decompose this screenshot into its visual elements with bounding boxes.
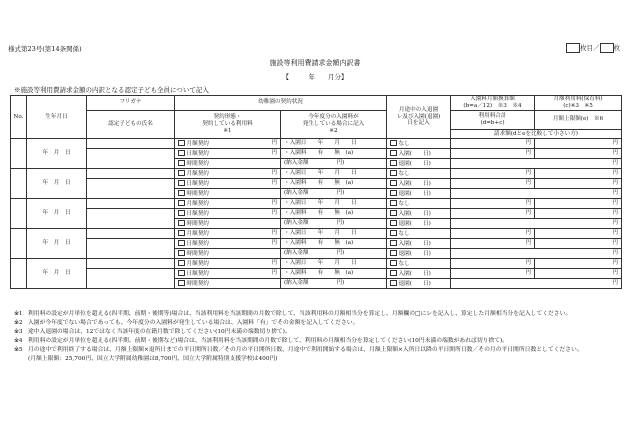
- enroll-paid_amount[interactable]: (納入金額 円): [281, 279, 387, 289]
- col-no: No.: [11, 96, 27, 139]
- billing-period: 【 年 月分】: [282, 73, 348, 81]
- enroll-enroll_date[interactable]: ・入園日 年 月 日: [281, 199, 387, 209]
- checkbox[interactable]: [178, 250, 185, 257]
- dob-cell[interactable]: 年 月 日: [27, 199, 87, 229]
- monthly-enroll-amount[interactable]: 円: [451, 199, 535, 209]
- footnote-mark: ※2: [14, 319, 23, 326]
- enroll-paid_amount[interactable]: (納入金額 円): [281, 219, 387, 229]
- checkbox[interactable]: [178, 280, 185, 287]
- midmonth-withdraw[interactable]: 退園( 日): [387, 189, 451, 199]
- footnote-mark: ※5: [14, 346, 23, 353]
- contract-daily[interactable]: 日額契約 円: [175, 269, 281, 279]
- contract-monthly[interactable]: 月額契約 円: [175, 259, 281, 269]
- contract-daily[interactable]: 日額契約 円: [175, 239, 281, 249]
- midmonth-none[interactable]: なし: [387, 169, 451, 179]
- sheet-count: 枚目／ 枚: [566, 43, 620, 53]
- enroll-enroll_fee[interactable]: ・入園料 有 無 (a): [281, 179, 387, 189]
- fee-total-amount[interactable]: 円: [451, 269, 535, 279]
- checkbox[interactable]: [390, 270, 397, 277]
- monthly-fee-amount[interactable]: 円: [535, 139, 622, 149]
- table-row: [11, 179, 622, 189]
- midmonth-none[interactable]: なし: [387, 259, 451, 269]
- col-monthly-fee: 月額利用料(保育料) (c)※3 ※5: [535, 96, 622, 111]
- midmonth-enroll[interactable]: 入園( 日): [387, 209, 451, 219]
- footnote-text: 月の途中で利用終了する場合は、月額上限額×退所日までの平日開所日数／その月の平日開所日数、月途中で利用開始する場合は、月額上限額×入所日以降の平日開所日数／その月の平日開所日数としてください。: [28, 346, 583, 353]
- monthly-cap-amount[interactable]: 円: [535, 149, 622, 159]
- checkbox[interactable]: [178, 180, 185, 187]
- fee-total-amount[interactable]: 円: [451, 179, 535, 189]
- child-name-cell[interactable]: [87, 239, 175, 259]
- checkbox[interactable]: [390, 140, 397, 147]
- furigana-cell[interactable]: [87, 169, 175, 179]
- table-row: [11, 229, 622, 239]
- contract-monthly[interactable]: 月額契約 円: [175, 139, 281, 149]
- checkbox[interactable]: [390, 280, 397, 287]
- checkbox[interactable]: [178, 240, 185, 247]
- midmonth-enroll[interactable]: 入園( 日): [387, 149, 451, 159]
- contract-hourly[interactable]: 時間契約: [175, 279, 281, 289]
- footnote-mark: ※4: [14, 337, 23, 344]
- claim-amount[interactable]: 円: [451, 249, 622, 259]
- table-row: [11, 139, 622, 149]
- furigana-cell[interactable]: [87, 139, 175, 149]
- col-contract-status: 幼稚園の契約状況: [175, 96, 387, 111]
- footnote: [14, 319, 622, 328]
- col-fee-total: 利用料合計 (d=b+c): [451, 110, 535, 129]
- footnote: [14, 355, 622, 364]
- table-row: [11, 269, 622, 279]
- fee-total-amount[interactable]: 円: [451, 209, 535, 219]
- checkbox[interactable]: [178, 220, 185, 227]
- enroll-enroll_date[interactable]: ・入園日 年 月 日: [281, 139, 387, 149]
- enroll-enroll_fee[interactable]: ・入園料 有 無 (a): [281, 149, 387, 159]
- monthly-cap-amount[interactable]: 円: [535, 269, 622, 279]
- col-monthly-cap: 月額上限額(e) ※6: [535, 110, 622, 129]
- monthly-fee-amount[interactable]: 円: [535, 229, 622, 239]
- col-claim-amount: 請求額(dとeを比較して小さい方): [451, 130, 622, 139]
- contract-monthly[interactable]: 月額契約 円: [175, 169, 281, 179]
- monthly-enroll-amount[interactable]: 円: [451, 229, 535, 239]
- footnotes: [14, 310, 622, 364]
- col-furigana: フリガナ: [87, 96, 175, 111]
- footnote-text: 途中入退園の場合は、12ではなく当該年度の在籍月数で除してください(10円未満の端数切り捨て)。: [28, 328, 291, 335]
- col-contract-type: 契約形態・ 契約している利用料 ※1: [175, 110, 281, 138]
- col-dob: 生年月日: [27, 96, 87, 139]
- footnote-text: 利用料の設定が月単位を超える(四半期、前期・後期等)場合は、当該利用料を当該期間の月数で除して、当該利用料の月額相当分を算定し、月額欄の□にレを記入し、算定した月額相当分を記入してください。: [28, 311, 572, 317]
- fee-total-amount[interactable]: 円: [451, 149, 535, 159]
- dob-cell[interactable]: 年 月 日: [27, 229, 87, 259]
- footnote-text: (月額上限額：25,700円、国立大学附属幼稚園は8,700円、国立大学附属特別支援学校は400円): [28, 355, 278, 362]
- enroll-enroll_date[interactable]: ・入園日 年 月 日: [281, 229, 387, 239]
- checkbox[interactable]: [178, 260, 185, 267]
- fee-total-amount[interactable]: 円: [451, 239, 535, 249]
- col-monthly-enroll: 入園料月額換算額 (b=a／12) ※3 ※4: [451, 96, 535, 111]
- monthly-enroll-amount[interactable]: 円: [451, 169, 535, 179]
- midmonth-withdraw[interactable]: 退園( 日): [387, 279, 451, 289]
- monthly-enroll-amount[interactable]: 円: [451, 259, 535, 269]
- footnote-text: 入園が今年度でない場合であっても、今年度分の入園料が発生している場合は、入園料「有」でその金額を記入してください。: [28, 319, 359, 326]
- contract-hourly[interactable]: 時間契約: [175, 159, 281, 169]
- contract-monthly[interactable]: 月額契約 円: [175, 229, 281, 239]
- checkbox[interactable]: [390, 250, 397, 257]
- checkbox[interactable]: [390, 170, 397, 177]
- table-row: [11, 149, 622, 159]
- monthly-cap-amount[interactable]: 円: [535, 239, 622, 249]
- table-row: [11, 239, 622, 249]
- footnote: [14, 337, 622, 346]
- checkbox[interactable]: [390, 180, 397, 187]
- checkbox[interactable]: [390, 230, 397, 237]
- midmonth-enroll[interactable]: 入園( 日): [387, 269, 451, 279]
- claim-amount[interactable]: 円: [451, 219, 622, 229]
- contract-daily[interactable]: 日額契約 円: [175, 209, 281, 219]
- midmonth-withdraw[interactable]: 退園( 日): [387, 249, 451, 259]
- monthly-cap-amount[interactable]: 円: [535, 179, 622, 189]
- footnote-text: 利用料の設定が月単位を超える(四半期、前期・後期など)場合は、当該利用料を当該期間の月数で除して、利用料の月額相当分を算定してください(10円未満の端数があれば切り捨て)。: [28, 337, 509, 344]
- checkbox[interactable]: [178, 150, 185, 157]
- monthly-fee-amount[interactable]: 円: [535, 169, 622, 179]
- monthly-fee-amount[interactable]: 円: [535, 199, 622, 209]
- checkbox[interactable]: [390, 190, 397, 197]
- monthly-fee-amount[interactable]: 円: [535, 259, 622, 269]
- claim-amount[interactable]: 円: [451, 159, 622, 169]
- footnote-mark: [14, 355, 28, 364]
- midmonth-enroll[interactable]: 入園( 日): [387, 239, 451, 249]
- enroll-enroll_date[interactable]: ・入園日 年 月 日: [281, 259, 387, 269]
- checkbox[interactable]: [178, 200, 185, 207]
- document-title: 施設等利用費請求金額内訳書: [269, 59, 361, 67]
- col-midmonth: 月途中の入退園 レ及び入園(退園) 日を記入: [387, 96, 451, 139]
- contract-hourly[interactable]: 時間契約: [175, 219, 281, 229]
- dob-cell[interactable]: 年 月 日: [27, 169, 87, 199]
- enroll-enroll_fee[interactable]: ・入園料 有 無 (a): [281, 209, 387, 219]
- dob-cell[interactable]: 年 月 日: [27, 259, 87, 289]
- row-number: [11, 259, 27, 289]
- table-row: [11, 169, 622, 179]
- checkbox[interactable]: [390, 240, 397, 247]
- checkbox[interactable]: [390, 150, 397, 157]
- contract-hourly[interactable]: 時間契約: [175, 189, 281, 199]
- checkbox[interactable]: [390, 220, 397, 227]
- child-name-cell[interactable]: [87, 209, 175, 229]
- contract-daily[interactable]: 日額契約 円: [175, 179, 281, 189]
- enroll-paid_amount[interactable]: (納入金額 円): [281, 249, 387, 259]
- row-number: [11, 169, 27, 199]
- claim-table: [10, 95, 622, 289]
- furigana-cell[interactable]: [87, 229, 175, 239]
- monthly-cap-amount[interactable]: 円: [535, 209, 622, 219]
- row-number: [11, 139, 27, 169]
- child-name-cell[interactable]: [87, 149, 175, 169]
- checkbox[interactable]: [390, 160, 397, 167]
- contract-monthly[interactable]: 月額契約 円: [175, 199, 281, 209]
- claim-amount[interactable]: 円: [451, 279, 622, 289]
- child-name-cell[interactable]: [87, 179, 175, 199]
- checkbox[interactable]: [178, 170, 185, 177]
- checkbox[interactable]: [390, 200, 397, 207]
- row-number: [11, 199, 27, 229]
- enroll-paid_amount[interactable]: (納入金額 円): [281, 189, 387, 199]
- footnote-mark: ※1: [14, 311, 23, 317]
- top-note: ※施設等利用費請求金額の内訳となる認定子ども全員について記入: [14, 86, 209, 94]
- enroll-paid_amount[interactable]: (納入金額 円): [281, 159, 387, 169]
- footnote-mark: ※3: [14, 328, 23, 335]
- contract-daily[interactable]: 日額契約 円: [175, 149, 281, 159]
- enroll-enroll_date[interactable]: ・入園日 年 月 日: [281, 169, 387, 179]
- sheet-total-box[interactable]: [600, 43, 614, 53]
- checkbox[interactable]: [390, 210, 397, 217]
- midmonth-none[interactable]: なし: [387, 229, 451, 239]
- midmonth-none[interactable]: なし: [387, 139, 451, 149]
- midmonth-withdraw[interactable]: 退園( 日): [387, 159, 451, 169]
- footnote: [14, 310, 622, 319]
- enroll-enroll_fee[interactable]: ・入園料 有 無 (a): [281, 239, 387, 249]
- checkbox[interactable]: [178, 160, 185, 167]
- table-row: [11, 259, 622, 269]
- claim-amount[interactable]: 円: [451, 189, 622, 199]
- furigana-cell[interactable]: [87, 199, 175, 209]
- table-row: [11, 199, 622, 209]
- checkbox[interactable]: [178, 230, 185, 237]
- form-number: 様式第23号(第14条関係): [8, 45, 82, 53]
- enroll-enroll_fee[interactable]: ・入園料 有 無 (a): [281, 269, 387, 279]
- child-name-cell[interactable]: [87, 269, 175, 289]
- footnote: [14, 346, 622, 355]
- checkbox[interactable]: [390, 260, 397, 267]
- checkbox[interactable]: [178, 270, 185, 277]
- monthly-enroll-amount[interactable]: 円: [451, 139, 535, 149]
- checkbox[interactable]: [178, 210, 185, 217]
- contract-hourly[interactable]: 時間契約: [175, 249, 281, 259]
- footnote: [14, 328, 622, 337]
- furigana-cell[interactable]: [87, 259, 175, 269]
- checkbox[interactable]: [178, 140, 185, 147]
- sheet-number-box[interactable]: [566, 43, 580, 53]
- table-row: [11, 209, 622, 219]
- midmonth-withdraw[interactable]: 退園( 日): [387, 219, 451, 229]
- midmonth-none[interactable]: なし: [387, 199, 451, 209]
- midmonth-enroll[interactable]: 入園( 日): [387, 179, 451, 189]
- col-child-name: 認定子どもの氏名: [87, 110, 175, 138]
- checkbox[interactable]: [178, 190, 185, 197]
- col-enroll-fee: 今年度分の入園料が 発生している場合に記入 ※2: [281, 110, 387, 138]
- dob-cell[interactable]: 年 月 日: [27, 139, 87, 169]
- row-number: [11, 229, 27, 259]
